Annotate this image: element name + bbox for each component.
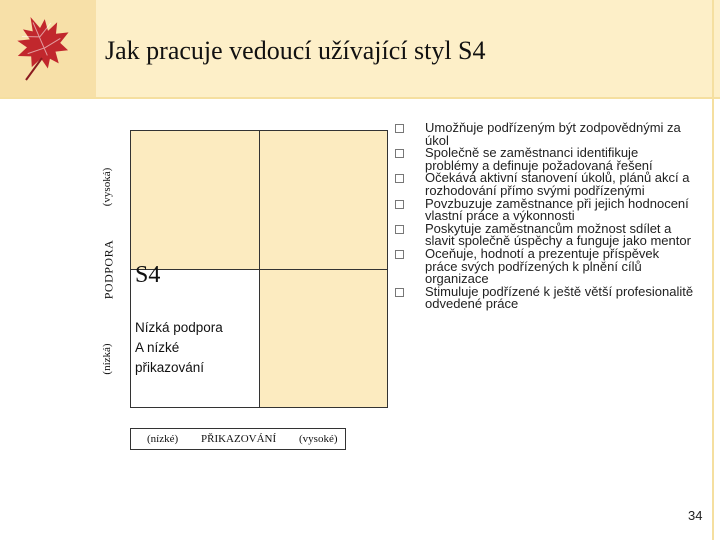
square-bullet-icon	[395, 250, 404, 259]
y-axis-low-label: (nízká)	[101, 343, 113, 375]
right-divider	[712, 0, 714, 540]
x-axis-low-label: (nízké)	[147, 433, 179, 445]
list-item	[395, 172, 695, 197]
list-item	[395, 147, 695, 172]
square-bullet-icon	[395, 225, 404, 234]
square-bullet-icon	[395, 124, 404, 133]
bullet-text: Poskytuje zaměstnancům možnost sdílet a slavit společně úspěchy a funguje jako mentor	[425, 220, 691, 249]
x-axis-box	[130, 428, 346, 450]
y-axis-high-label: (vysoká)	[101, 167, 113, 207]
bullet-text: Povzbuzuje zaměstnance při jejich hodnocení vlastní práce a výkonnosti	[425, 195, 689, 224]
square-bullet-icon	[395, 174, 404, 183]
quadrant-bottom-right	[259, 269, 388, 408]
quadrant-top-left	[130, 130, 260, 270]
square-bullet-icon	[395, 149, 404, 158]
square-bullet-icon	[395, 288, 404, 297]
list-item	[395, 220, 695, 249]
square-bullet-icon	[395, 200, 404, 209]
description-line: Nízká podpora	[135, 320, 223, 335]
list-item	[395, 283, 695, 312]
description-line: A nízké	[135, 340, 180, 355]
list-item	[395, 122, 695, 147]
bullet-text: Stimuluje podřízené k ještě větší profesionalitě odvedené práce	[425, 283, 694, 312]
quadrant-top-right	[259, 130, 388, 270]
quadrant-s4-name: S4	[135, 262, 161, 288]
x-axis-high-label: (vysoké)	[299, 433, 338, 445]
x-axis-title: PŘIKAZOVÁNÍ	[201, 433, 277, 445]
header-divider	[0, 97, 720, 99]
description-line: přikazování	[135, 360, 205, 375]
logo-panel	[0, 0, 96, 97]
bullet-text: Oceňuje, hodnotí a prezentuje příspěvek práce svých podřízených k plnění cílů organizace	[425, 245, 660, 287]
page-number: 34	[688, 508, 703, 523]
list-item	[395, 245, 695, 287]
bullet-text: Umožňuje podřízeným být zodpovědnými za úkol	[425, 120, 681, 148]
bullet-text: Společně se zaměstnanci identifikuje problémy a definuje požadovaná řešení	[425, 145, 653, 173]
quadrant-s4-description	[135, 318, 255, 378]
list-item	[395, 195, 695, 224]
bullet-text: Očekává aktivní stanovení úkolů, plánů akcí a rozhodování přímo svými podřízenými	[425, 170, 690, 198]
maple-leaf-icon	[4, 6, 84, 86]
y-axis-title: PODPORA	[101, 239, 116, 300]
page-title: Jak pracuje vedoucí užívající styl S4	[105, 36, 486, 65]
bullet-list	[395, 122, 695, 311]
